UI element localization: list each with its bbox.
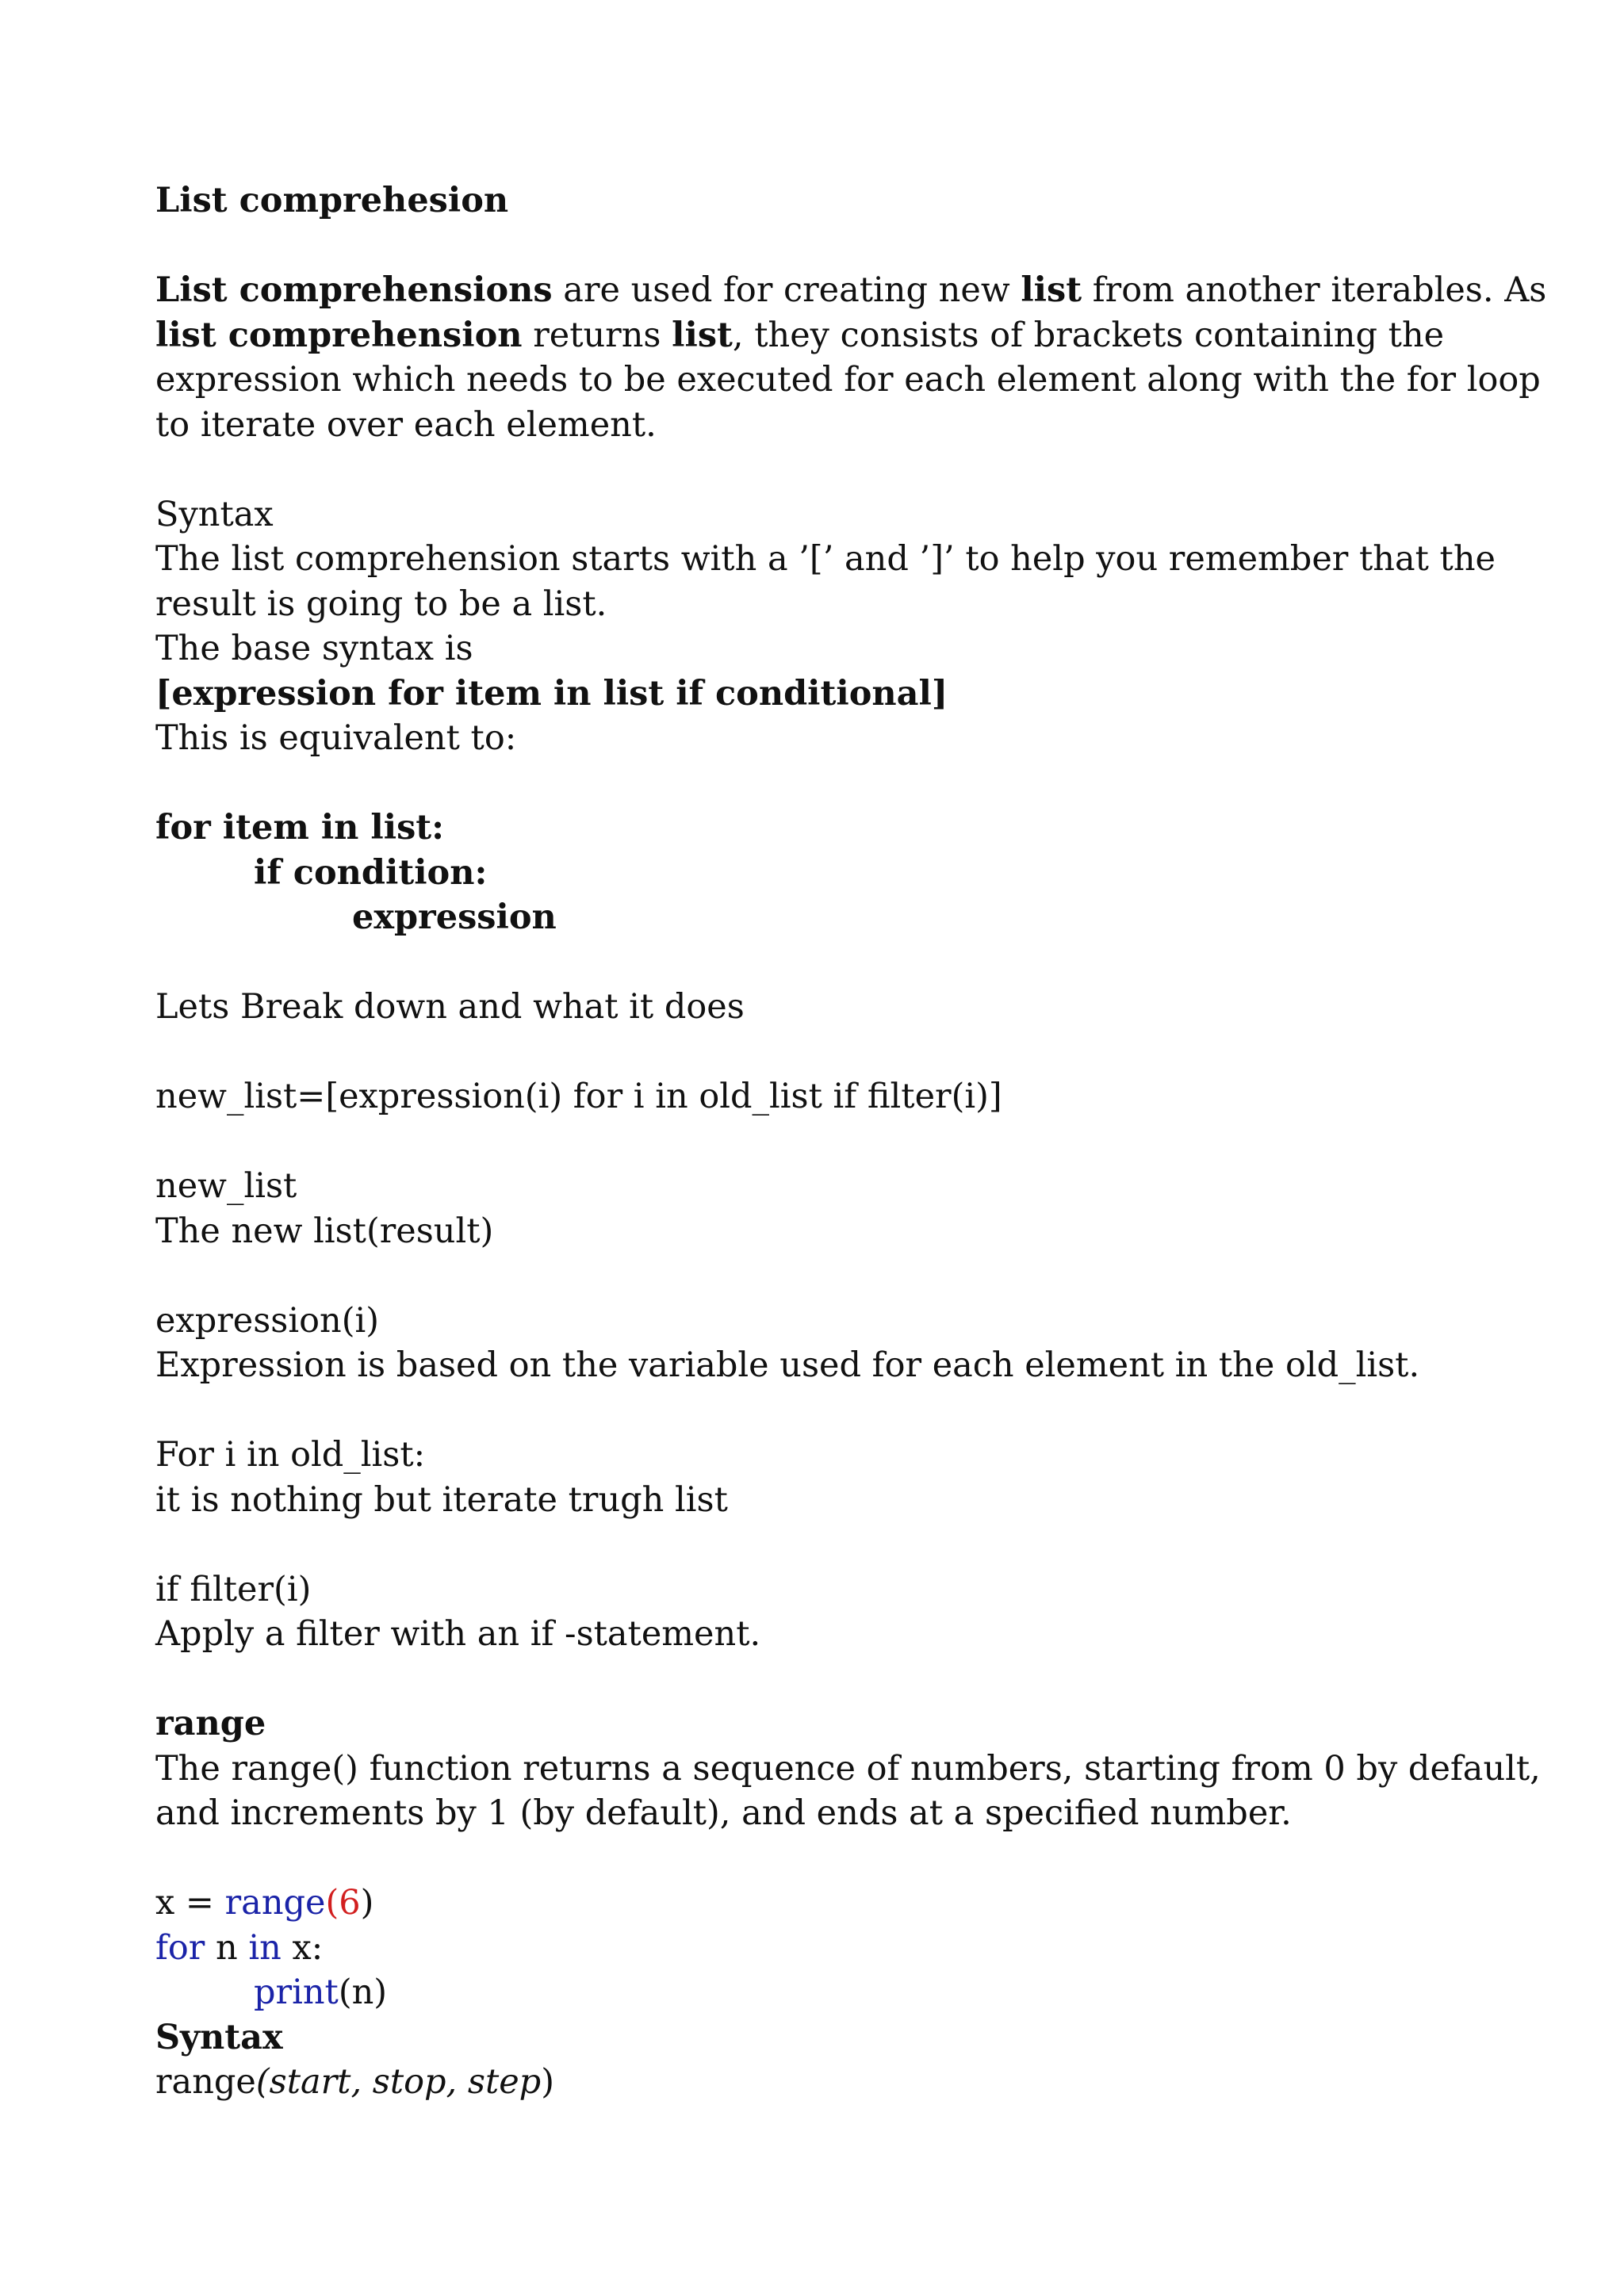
- syntax-heading: Syntax: [155, 494, 274, 534]
- code-text: (n): [338, 1973, 388, 2012]
- intro-bold-term: List comprehensions: [155, 270, 553, 310]
- spacer: [155, 1657, 1488, 1702]
- breakdown-desc: The new list(result): [155, 1211, 494, 1251]
- code-args: (start, stop, step: [255, 2062, 542, 2102]
- document-page: [155, 178, 1547, 2105]
- breakdown-term: new_list: [155, 1166, 297, 1206]
- code-text: x =: [155, 1883, 225, 1923]
- intro-line-1: [155, 268, 1547, 313]
- range-syntax-line: [155, 2060, 1488, 2105]
- breakdown-term: For i in old_list:: [155, 1435, 426, 1475]
- code-keyword: print: [254, 1973, 339, 2012]
- intro-text: , they consists of brackets containing the: [732, 315, 1445, 355]
- spacer: [155, 1119, 1488, 1165]
- spacer: [155, 1030, 1488, 1075]
- range-code-line-2: [155, 1926, 1488, 1971]
- spacer: [155, 224, 1488, 269]
- spacer: [155, 1522, 1488, 1567]
- intro-bold-term: list comprehension: [155, 315, 523, 355]
- intro-text: are used for creating new: [552, 270, 1021, 310]
- intro-line-4: to iterate over each element.: [155, 404, 657, 445]
- range-heading: range: [155, 1704, 266, 1743]
- range-code-line-1: [155, 1881, 1488, 1926]
- range-desc-2: and increments by 1 (by default), and ends at a specified number.: [155, 1793, 1292, 1833]
- breakdown-term: if filter(i): [155, 1569, 312, 1609]
- breakdown-desc: Apply a filter with an if -statement.: [155, 1614, 761, 1654]
- range-desc-1: The range() function returns a sequence of numbers, starting from 0 by default,: [155, 1748, 1541, 1789]
- code-number: 6: [339, 1883, 361, 1923]
- intro-bold-term: list: [672, 315, 733, 355]
- range-code-line-3: [155, 1970, 1488, 2015]
- code-text: n: [205, 1927, 249, 1968]
- syntax-code: [expression for item in list if conditional]: [155, 673, 948, 714]
- breakdown-heading: Lets Break down and what it does: [155, 987, 745, 1027]
- code-paren: ): [360, 1883, 374, 1923]
- code-text: ): [541, 2062, 554, 2102]
- breakdown-desc: it is nothing but iterate trugh list: [155, 1479, 728, 1520]
- intro-bold-term: list: [1021, 270, 1082, 310]
- code-keyword: range: [224, 1883, 326, 1923]
- syntax-line-1: The list comprehension starts with a ’[’ and ’]’ to help you remember that the: [155, 539, 1496, 579]
- code-text: x:: [281, 1927, 324, 1968]
- intro-line-3: expression which needs to be executed for each element along with the for loop: [155, 360, 1541, 400]
- syntax-line-2: result is going to be a list.: [155, 584, 607, 624]
- breakdown-term: expression(i): [155, 1300, 379, 1341]
- spacer: [155, 1388, 1488, 1433]
- intro-line-2: [155, 313, 1488, 358]
- range-syntax-heading: Syntax: [155, 2017, 283, 2057]
- syntax-line-3: The base syntax is: [155, 629, 473, 668]
- spacer: [155, 940, 1488, 985]
- document-title: List comprehesion: [155, 181, 509, 220]
- equivalent-line-2: if condition:: [254, 852, 488, 893]
- syntax-line-4: This is equivalent to:: [155, 718, 517, 758]
- code-paren: (: [325, 1883, 339, 1923]
- code-text: range: [155, 2062, 256, 2102]
- spacer: [155, 1836, 1488, 1881]
- equivalent-line-1: for item in list:: [155, 808, 445, 848]
- breakdown-desc: Expression is based on the variable used for each element in the old_list.: [155, 1345, 1420, 1385]
- code-keyword: for: [155, 1927, 205, 1968]
- spacer: [155, 447, 1488, 492]
- intro-text: returns: [522, 315, 672, 355]
- spacer: [155, 761, 1488, 806]
- spacer: [155, 1253, 1488, 1299]
- breakdown-code: new_list=[expression(i) for i in old_list if filter(i)]: [155, 1077, 1002, 1116]
- equivalent-line-3: expression: [352, 897, 557, 937]
- intro-text: from another iterables. As: [1082, 270, 1547, 310]
- code-keyword: in: [248, 1927, 282, 1968]
